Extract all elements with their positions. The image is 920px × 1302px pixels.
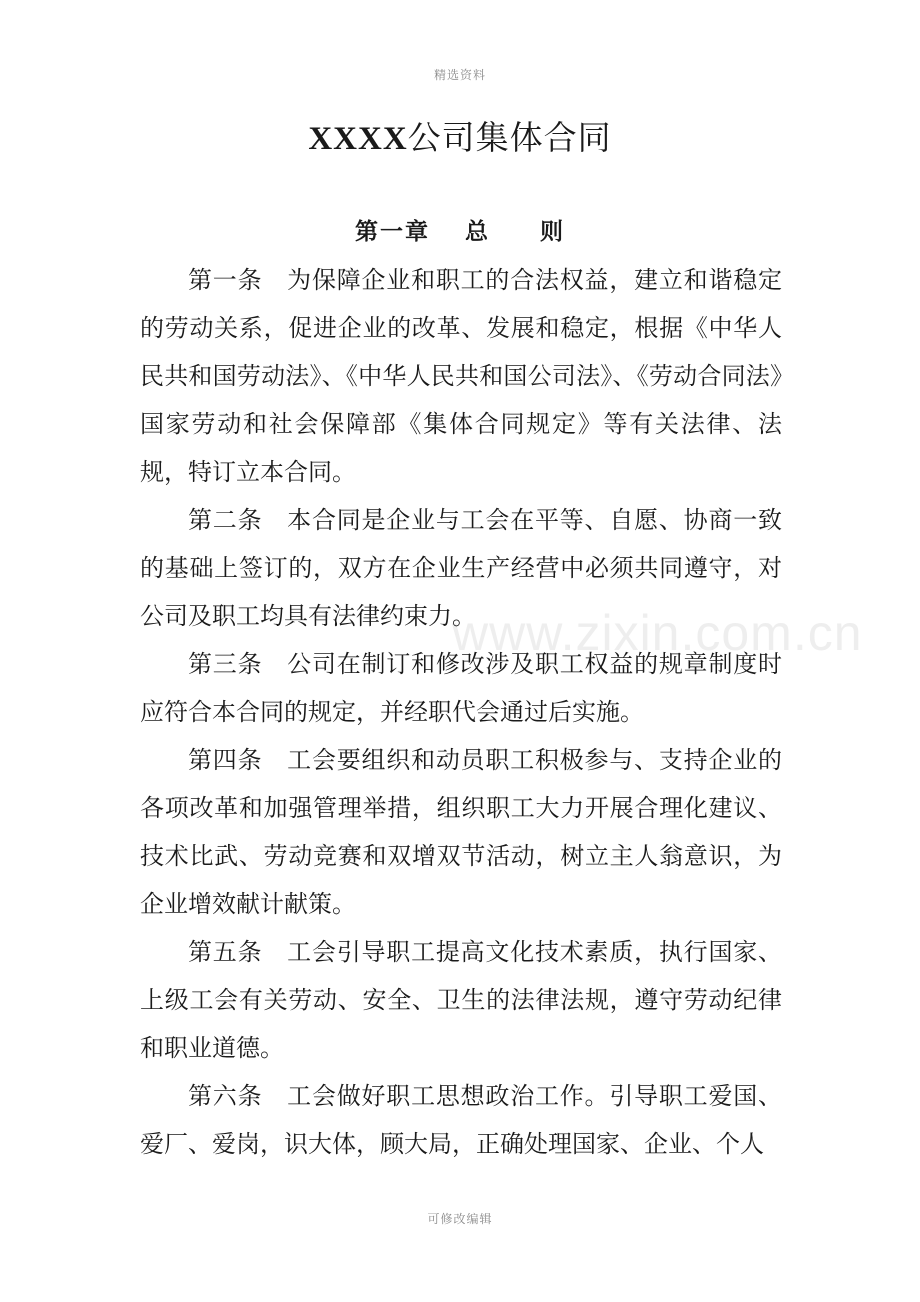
article-text: 为保障企业和职工的合法权益，建立和谐稳定的劳动关系，促进企业的改革、发展和稳定，根据《中华人民共和国劳动法》、《中华人民共和国公司法》、《劳动合同法》国家劳动和社会保障部《集体合同规定》等有关法律、法规，特订立本合同。 (140, 266, 783, 486)
article-label: 第四条 (188, 746, 263, 774)
article-label: 第六条 (188, 1082, 263, 1110)
footer-mark: 可修改编辑 (427, 1212, 493, 1226)
article-5 (140, 928, 782, 1072)
article-text: 工会要组织和动员职工积极参与、支持企业的各项改革和加强管理举措，组织职工大力开展合理化建议、技术比武、劳动竞赛和双增双节活动，树立主人翁意识，为企业增效献计献策。 (140, 746, 783, 918)
article-4 (140, 736, 782, 928)
article-6 (140, 1072, 782, 1168)
article-3 (140, 640, 782, 736)
article-2 (140, 496, 782, 640)
article-label: 第一条 (188, 266, 263, 294)
title-prefix: XXXX (308, 121, 408, 157)
article-label: 第三条 (188, 650, 263, 678)
chapter-heading: 第一章 总 则 (354, 218, 565, 245)
article-text: 工会做好职工思想政治工作。引导职工爱国、爱厂、爱岗，识大体，顾大局，正确处理国家、企业、个人 (140, 1082, 783, 1158)
title-rest: 公司集体合同 (407, 118, 612, 157)
article-text: 公司在制订和修改涉及职工权益的规章制度时应符合本合同的规定，并经职代会通过后实施。 (140, 650, 783, 726)
contract-body (140, 256, 782, 1168)
article-1 (140, 256, 782, 496)
article-text: 本合同是企业与工会在平等、自愿、协商一致的基础上签订的，双方在企业生产经营中必须共同遵守，对公司及职工均具有法律约束力。 (140, 506, 783, 630)
article-label: 第二条 (188, 506, 263, 534)
article-text: 工会引导职工提高文化技术素质，执行国家、上级工会有关劳动、安全、卫生的法律法规，遵守劳动纪律和职业道德。 (140, 938, 783, 1062)
watermark: www.zixin.com.cn (452, 605, 863, 661)
article-label: 第五条 (188, 938, 263, 966)
document-title (0, 112, 920, 159)
header-mark: 精选资料 (433, 68, 486, 82)
